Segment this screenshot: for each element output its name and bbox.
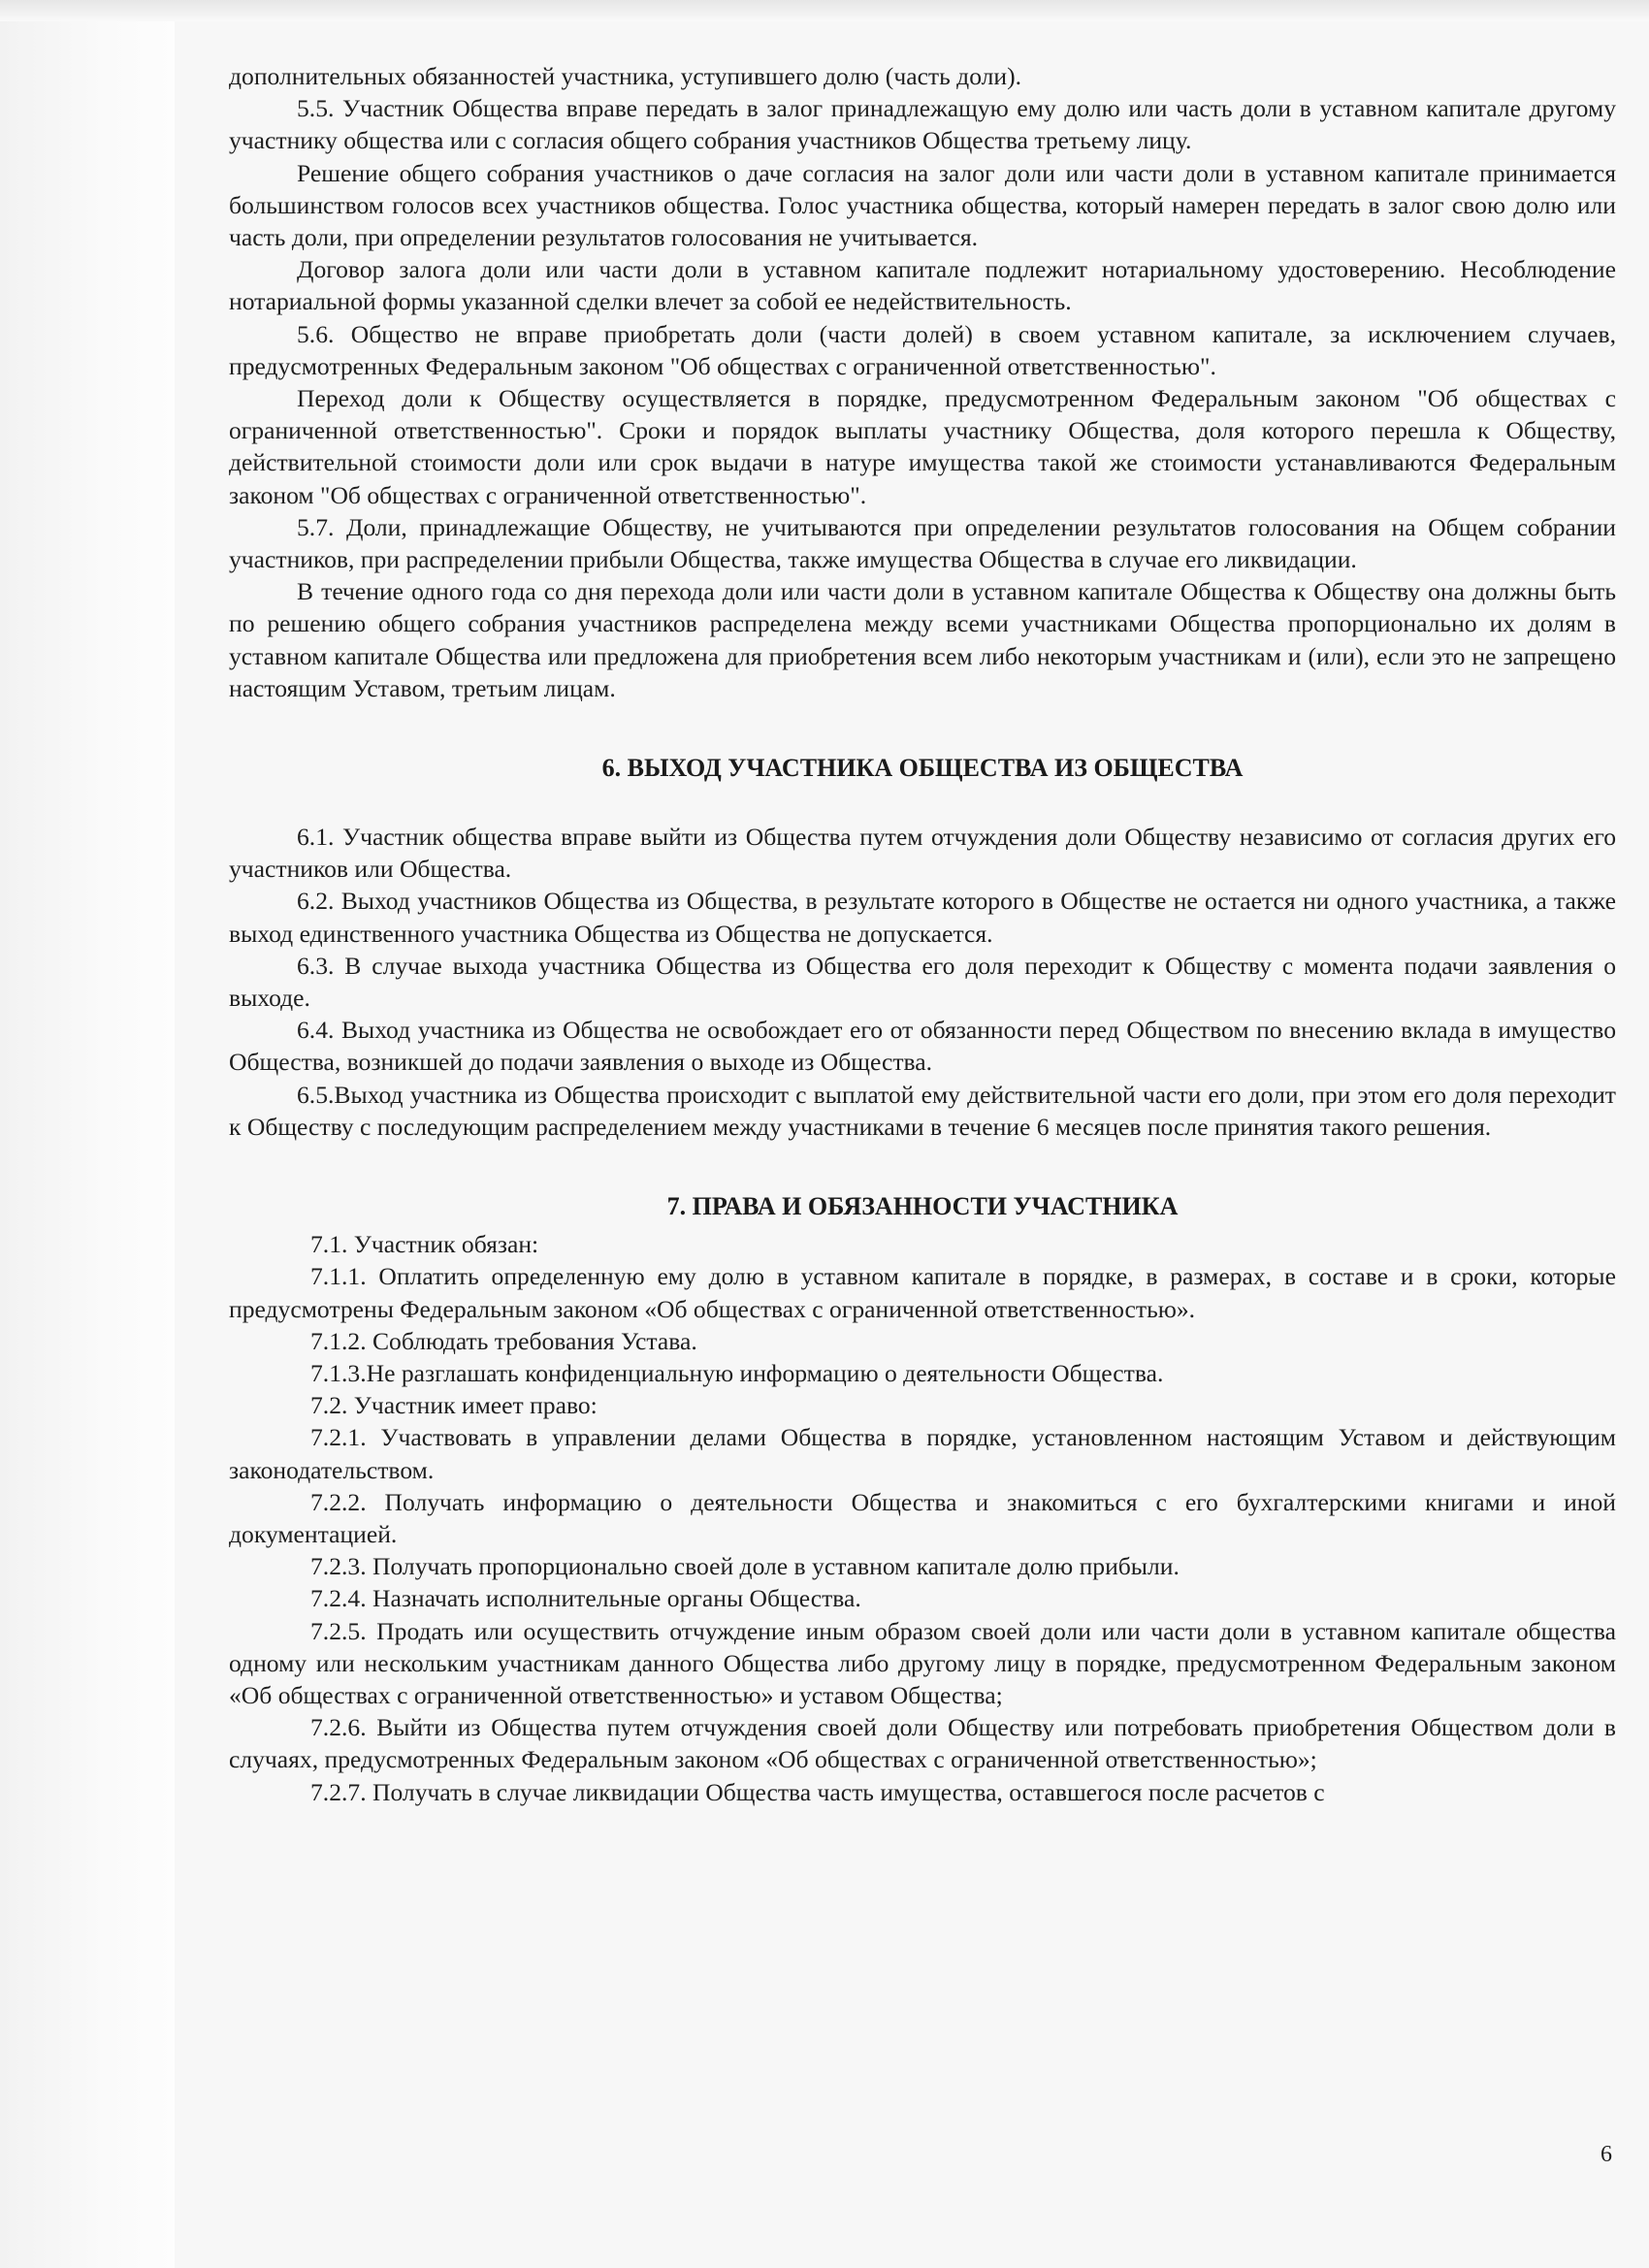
scan-left-margin-shadow [0,0,175,2268]
paragraph-5-7: 5.7. Доли, принадлежащие Обществу, не учитываются при определении результатов голосования на Общем собрании участников, при распределении прибыли Общества, также имущества Общества в случае его ликвидации. [229,512,1616,574]
paragraph-7-1: 7.1. Участник обязан: [310,1230,539,1259]
paragraph-7-1-3: 7.1.3.Не разглашать конфиденциальную информацию о деятельности Общества. [310,1358,1164,1387]
paragraph-7-2-4: 7.2.4. Назначать исполнительные органы Общества. [310,1584,861,1613]
paragraph-6-3: 6.3. В случае выхода участника Общества из Общества его доля переходит к Обществу с момента подачи заявления о выходе. [229,951,1616,1013]
paragraph-6-4: 6.4. Выход участника из Общества не освобождает его от обязанности перед Обществом по внесению вклада в имущество Общества, возникшей до подачи заявления о выходе из Общества. [229,1016,1616,1077]
document-body [229,60,1616,1808]
paragraph-7-2-3: 7.2.3. Получать пропорционально своей доле в уставном капитале долю прибыли. [310,1552,1180,1581]
paragraph-7-2-5: 7.2.5. Продать или осуществить отчуждение иным образом своей доли или части доли в уставном капитале общества одному или нескольким участникам данного Общества либо другому лицу в порядке, предусмотренном Федеральным законом «Об обществах с ограниченной ответственностью» и уставом Общества; [229,1616,1616,1709]
paragraph-5-6-transfer: Переход доли к Обществу осуществляется в порядке, предусмотренном Федеральным законом "Об обществах с ограниченной ответственностью". Сроки и порядок выплаты участнику Общества, доля которого перешла к Обществу, действительной стоимости доли или срок выдачи в натуре имущества такой же стоимости устанавливаются Федеральным законом "Об обществах с ограниченной ответственностью". [229,384,1616,509]
paragraph-7-2-2: 7.2.2. Получать информацию о деятельности Общества и знакомиться с его бухгалтерскими книгами и иной документацией. [229,1487,1616,1548]
paragraph-7-1-1: 7.1.1. Оплатить определенную ему долю в уставном капитале в порядке, в размерах, в составе и в сроки, которые предусмотрены Федеральным законом «Об обществах с ограниченной ответственностью». [229,1262,1616,1323]
page-number: 6 [1600,2142,1612,2167]
paragraph-5-5-decision: Решение общего собрания участников о даче согласия на залог доли или части доли в уставном капитале принимается большинством голосов всех участников общества. Голос участника общества, который намерен передать в залог свою долю или часть доли, при определении результатов голосования не учитывается. [229,158,1616,252]
paragraph-5-5-pledge-contract: Договор залога доли или части доли в уставном капитале подлежит нотариальному удостоверению. Несоблюдение нотариальной формы указанной сделки влечет за собой ее недействительность. [229,255,1616,316]
scan-top-edge-shadow [0,0,1649,21]
paragraph-7-2-7: 7.2.7. Получать в случае ликвидации Общества часть имущества, оставшегося после расчетов с [310,1777,1325,1806]
paragraph-5-6: 5.6. Общество не вправе приобретать доли (части долей) в своем уставном капитале, за исключением случаев, предусмотренных Федеральным законом "Об обществах с ограниченной ответственностью". [229,319,1616,380]
paragraph-7-2-6: 7.2.6. Выйти из Общества путем отчуждения своей доли Обществу или потребовать приобретения Обществом доли в случаях, предусмотренных Федеральным законом «Об обществах с ограниченной ответственностью»; [229,1713,1616,1774]
paragraph-5-7-distribution: В течение одного года со дня перехода доли или части доли в уставном капитале Общества к Обществу она должны быть по решению общего собрания участников распределена между всеми участниками Общества пропорционально их долям в уставном капитале Общества или предложена для приобретения всем либо некоторым участникам и (или), если это не запрещено настоящим Уставом, третьим лицам. [229,577,1616,702]
paragraph-7-1-2: 7.1.2. Соблюдать требования Устава. [310,1326,697,1355]
paragraph-6-2: 6.2. Выход участников Общества из Общества, в результате которого в Обществе не остается ни одного участника, а также выход единственного участника Общества из Общества не допускается. [229,887,1616,948]
paragraph-continuation: дополнительных обязанностей участника, уступившего долю (часть доли). [229,62,1022,90]
paragraph-6-5: 6.5.Выход участника из Общества происходит с выплатой ему действительной части его доли, при этом его доля переходит к Обществу с последующим распределением между участниками в течение 6 месяцев после принятия такого решения. [229,1080,1616,1141]
section-6-heading: 6. ВЫХОД УЧАСТНИКА ОБЩЕСТВА ИЗ ОБЩЕСТВА [601,754,1244,783]
paragraph-5-5: 5.5. Участник Общества вправе передать в залог принадлежащую ему долю или часть доли в уставном капитале другому участнику общества или с согласия общего собрания участников Общества третьему лицу. [229,94,1616,155]
paragraph-7-2: 7.2. Участник имеет право: [310,1391,598,1420]
paragraph-7-2-1: 7.2.1. Участвовать в управлении делами Общества в порядке, установленном настоящим Уставом и действующим законодательством. [229,1423,1616,1484]
section-7-heading: 7. ПРАВА И ОБЯЗАННОСТИ УЧАСТНИКА [666,1192,1179,1221]
paragraph-6-1: 6.1. Участник общества вправе выйти из Общества путем отчуждения доли Обществу независимо от согласия других его участников или Общества. [229,823,1616,884]
